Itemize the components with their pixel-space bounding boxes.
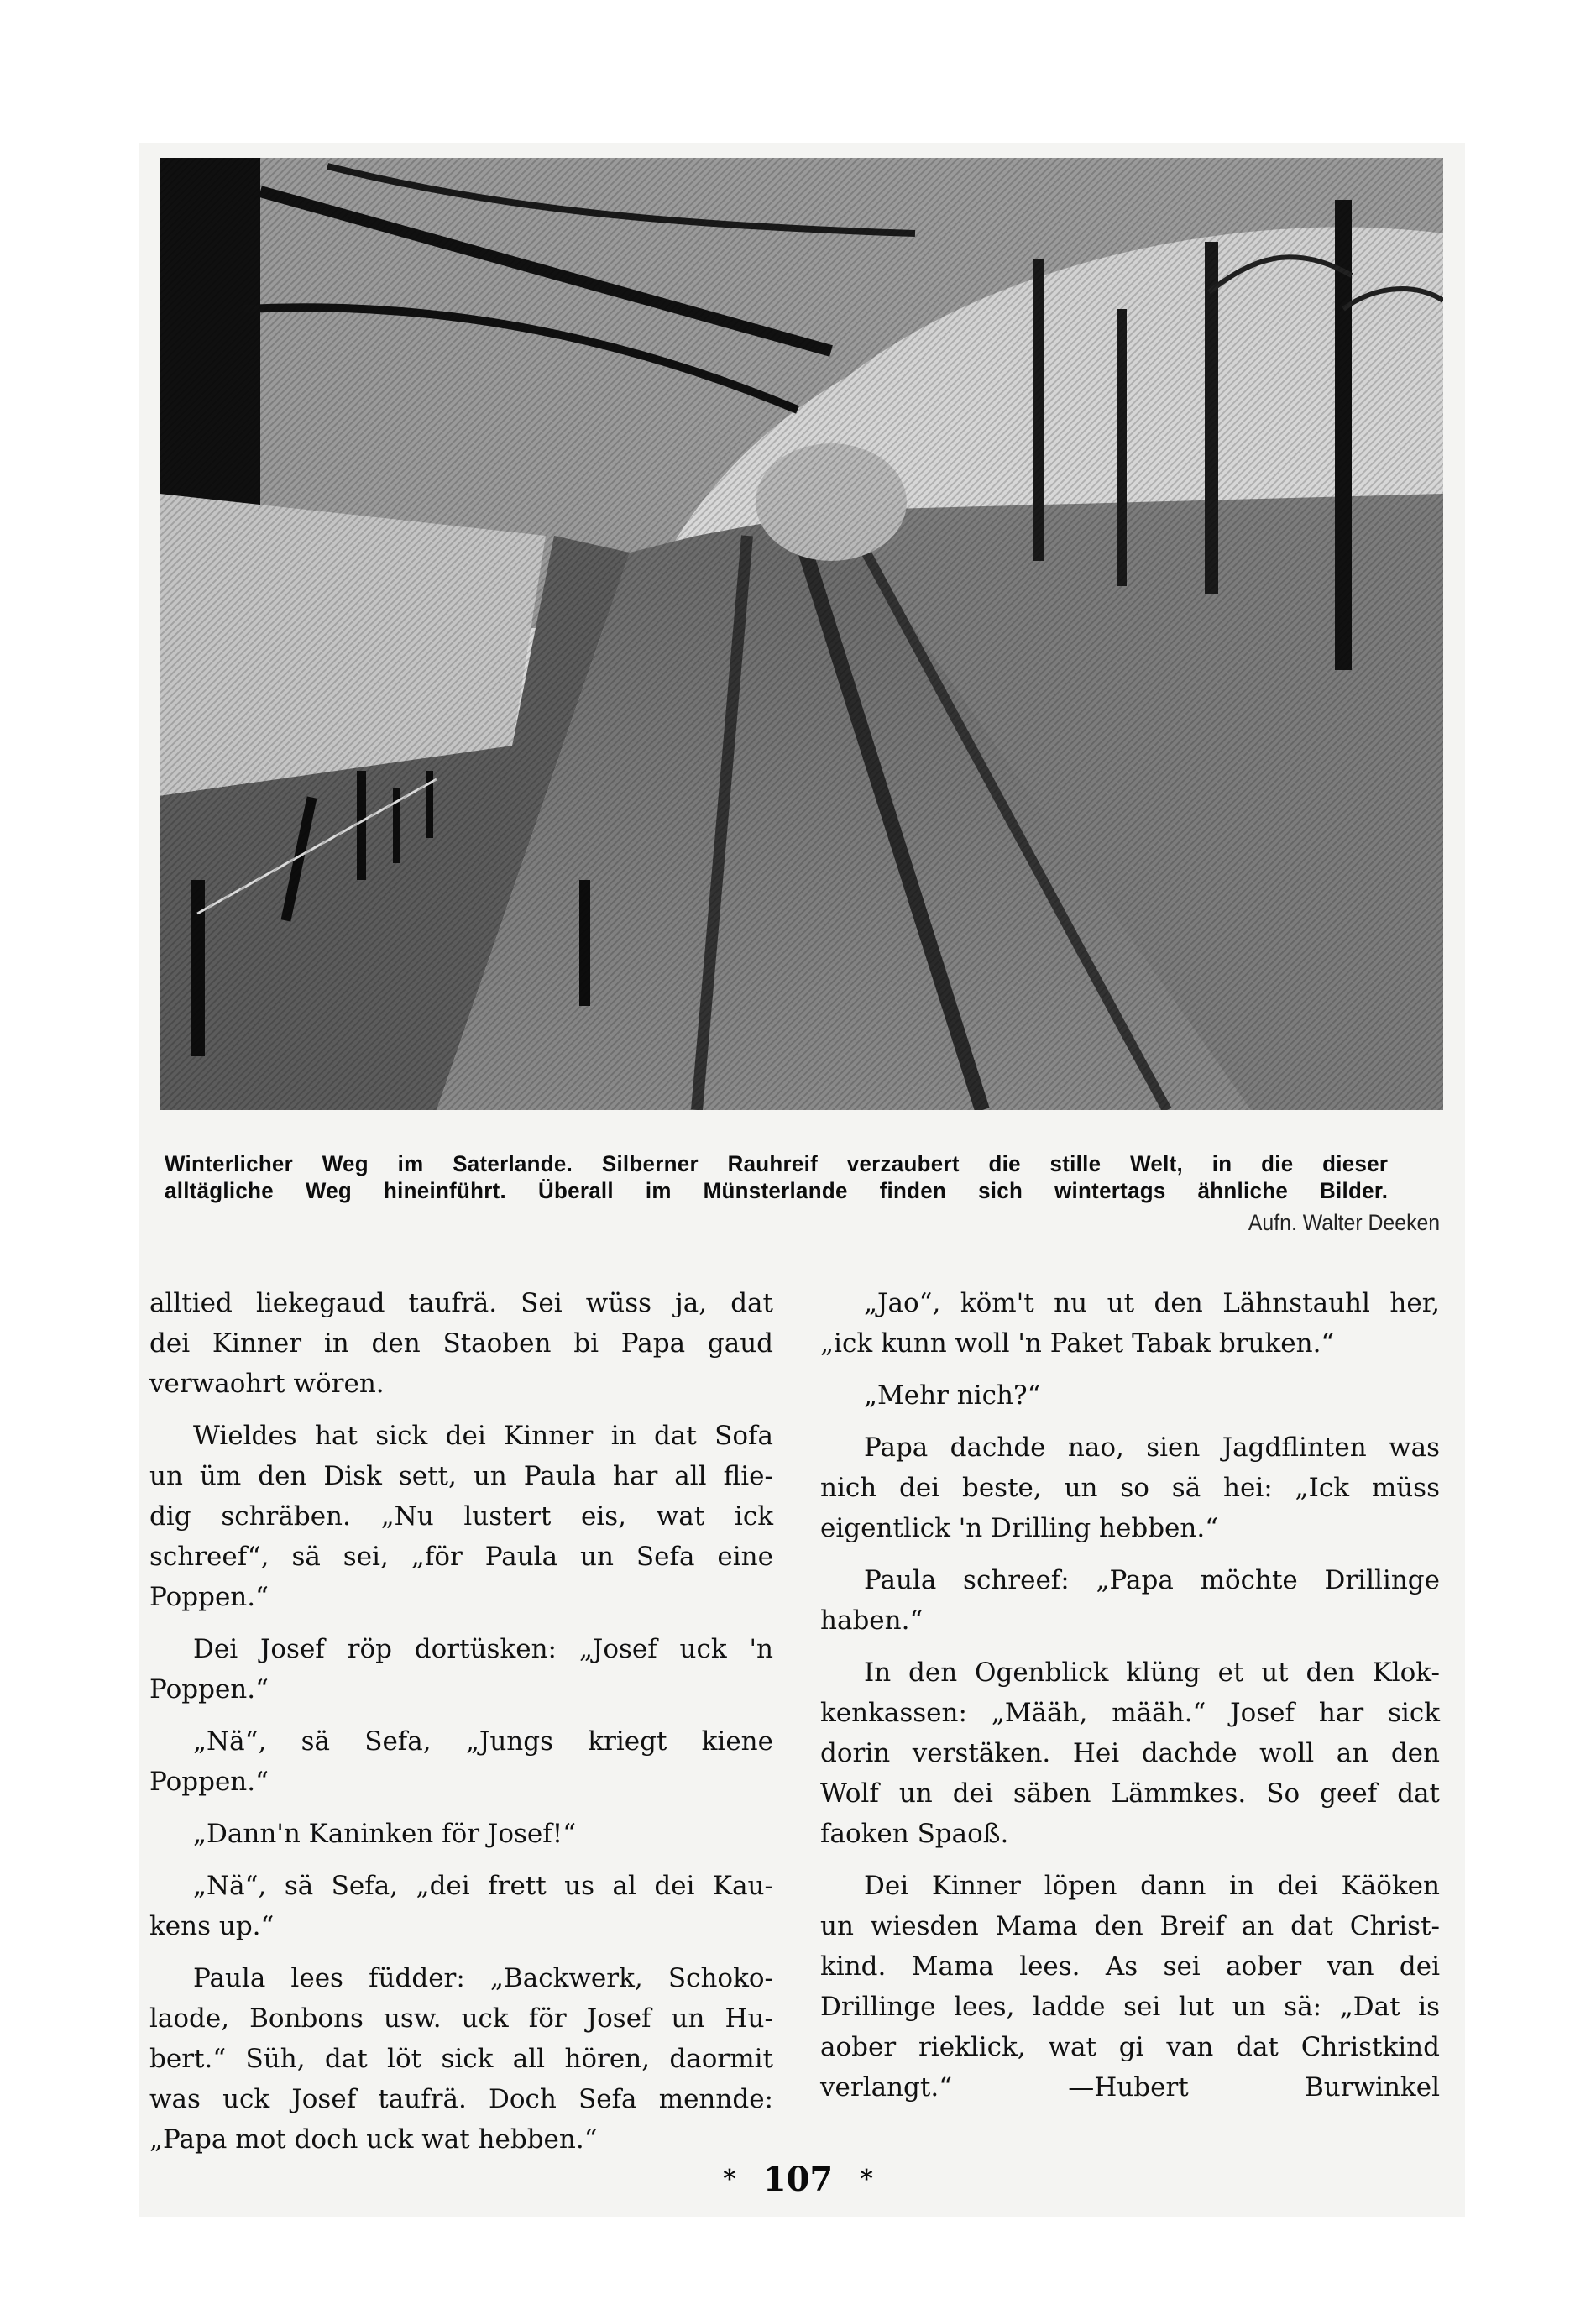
- winter-lane-photo: [160, 158, 1443, 1110]
- photo-credit: Aufn. Walter Deeken: [1248, 1210, 1440, 1235]
- text-line: bert.“ Süh, dat löt sick all hören, daormit: [149, 2044, 773, 2074]
- paragraph: [149, 1814, 773, 1854]
- text-line: kens up.“: [149, 1911, 275, 1941]
- text-line: Papa dachde nao, sien Jagdflinten was: [864, 1432, 1440, 1463]
- text-line: dig schräben. „Nu lustert eis, wat ick: [149, 1501, 773, 1532]
- halftone-texture: [160, 158, 1443, 1110]
- paragraph: [820, 1375, 1440, 1416]
- text-line: was uck Josef taufrä. Doch Sefa mennde:: [149, 2084, 773, 2114]
- closing-line: [777, 2067, 1440, 2108]
- paragraph: [820, 1283, 1440, 1364]
- text-line: Dei Kinner löpen dann in dei Käöken: [864, 1871, 1440, 1901]
- text-line: un üm den Disk sett, un Paula har all flie-: [149, 1461, 773, 1491]
- paragraph: [820, 1427, 1440, 1548]
- text-line: Paula schreef: „Papa möchte Drillinge: [864, 1565, 1440, 1595]
- text-line: „Dann'n Kaninken för Josef!“: [193, 1819, 577, 1849]
- text-line: faoken Spaoß.: [820, 1819, 1009, 1849]
- text-line: Wolf un dei säben Lämmkes. So geef dat: [820, 1778, 1440, 1809]
- text-line: dei Kinner in den Staoben bi Papa gaud: [149, 1328, 773, 1359]
- text-line: „ick kunn woll 'n Paket Tabak bruken.“: [820, 1328, 1335, 1359]
- author-name: Hubert Burwinkel: [1094, 2072, 1440, 2103]
- paragraph: [149, 1629, 773, 1710]
- text-column-left: [149, 1283, 773, 2171]
- text-line: „Jao“, köm't nu ut den Lähnstauhl her,: [864, 1288, 1440, 1318]
- text-line: Poppen.“: [149, 1582, 269, 1612]
- text-line: Poppen.“: [149, 1674, 269, 1705]
- text-line: eigentlick 'n Drilling hebben.“: [820, 1513, 1219, 1543]
- text-line: haben.“: [820, 1605, 924, 1636]
- text-line: schreef“, sä sei, „för Paula un Sefa eine: [149, 1542, 773, 1572]
- paragraph: [820, 1866, 1440, 2108]
- text-line: „Mehr nich?“: [864, 1380, 1041, 1411]
- text-line: nich dei beste, un so sä hei: „Ick müss: [820, 1473, 1440, 1503]
- caption-line: alltägliche Weg hineinführt. Überall im Münsterlande finden sich wintertags ähnliche Bilder.: [165, 1178, 1389, 1203]
- paragraph: [149, 1721, 773, 1802]
- star-ornament-icon: *: [723, 2164, 736, 2194]
- caption-line: Winterlicher Weg im Saterlande. Silberner Rauhreif verzaubert die stille Welt, in die dieser: [165, 1151, 1389, 1176]
- paragraph: [149, 1958, 773, 2160]
- paragraph: [149, 1416, 773, 1617]
- text-line: un wiesden Mama den Breif an dat Christ-: [820, 1911, 1440, 1941]
- paragraph: [820, 1652, 1440, 1854]
- page-number: [0, 2156, 1596, 2199]
- text-line: In den Ogenblick klüng et ut den Klok-: [864, 1658, 1440, 1688]
- text-line: verwaohrt wören.: [149, 1369, 385, 1399]
- text-line: „Papa mot doch uck wat hebben.“: [149, 2124, 598, 2155]
- text-line: Wieldes hat sick dei Kinner in dat Sofa: [193, 1421, 773, 1451]
- text-line: Dei Josef röp dortüsken: „Josef uck 'n: [193, 1634, 773, 1664]
- photo-caption: [165, 1150, 1388, 1204]
- text-line: „Nä“, sä Sefa, „dei frett us al dei Kau-: [193, 1871, 773, 1901]
- page-number-value: 107: [762, 2159, 834, 2199]
- text-line: Poppen.“: [149, 1767, 269, 1797]
- text-line: kenkassen: „Määh, määh.“ Josef har sick: [820, 1698, 1440, 1728]
- text-line: dorin verstäken. Hei dachde woll an den: [820, 1738, 1440, 1768]
- text-column-right: [820, 1283, 1440, 2119]
- text-line: kind. Mama lees. As sei aober van dei: [820, 1951, 1440, 1982]
- paragraph: [820, 1560, 1440, 1641]
- closing-text: verlangt.“ —: [820, 2072, 1095, 2103]
- text-line: aober rieklick, wat gi van dat Christkind: [820, 2032, 1440, 2062]
- star-ornament-icon: *: [860, 2164, 873, 2194]
- photograph: [160, 158, 1443, 1110]
- text-line: alltied liekegaud taufrä. Sei wüss ja, dat: [149, 1288, 773, 1318]
- text-line: Drillinge lees, ladde sei lut un sä: „Dat is: [820, 1992, 1440, 2022]
- text-line: Paula lees füdder: „Backwerk, Schoko-: [193, 1963, 773, 1993]
- text-line: „Nä“, sä Sefa, „Jungs kriegt kiene: [193, 1726, 773, 1757]
- paragraph: [149, 1866, 773, 1946]
- paragraph: [149, 1283, 773, 1404]
- text-line: laode, Bonbons usw. uck för Josef un Hu-: [149, 2003, 773, 2034]
